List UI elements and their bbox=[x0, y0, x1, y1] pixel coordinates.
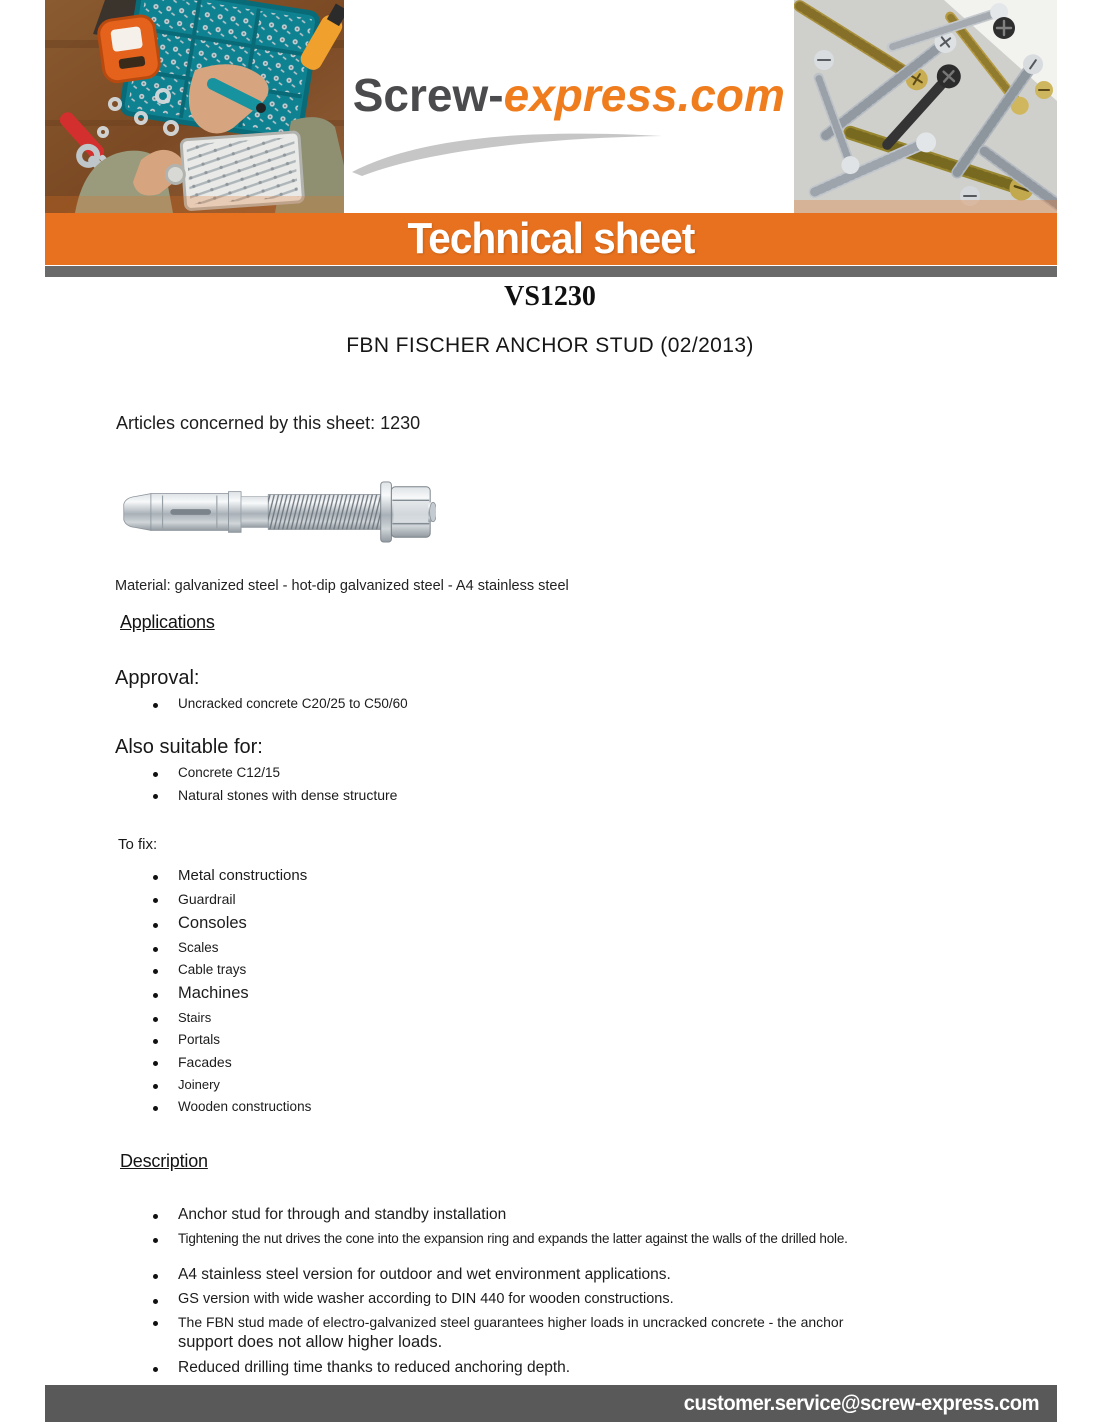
logo-prefix: Screw- bbox=[352, 69, 504, 121]
description-list bbox=[0, 1206, 1040, 1377]
list-item: Stairs bbox=[150, 1010, 1100, 1025]
list-item: A4 stainless steel version for outdoor and wet environment applications. bbox=[150, 1266, 1040, 1284]
list-item: Joinery bbox=[150, 1077, 1100, 1092]
list-item: Cable trays bbox=[150, 962, 1100, 977]
applications-heading: Applications bbox=[120, 612, 215, 632]
list-item: Anchor stud for through and standby installation bbox=[150, 1206, 1040, 1224]
material-line: Material: galvanized steel - hot-dip galvanized steel - A4 stainless steel bbox=[115, 578, 569, 594]
logo bbox=[344, 0, 794, 213]
content bbox=[0, 612, 1100, 1384]
list-item bbox=[150, 1314, 1040, 1352]
list-item: GS version with wide washer according to DIN 440 for wooden constructions. bbox=[150, 1291, 1040, 1307]
list-item: Facades bbox=[150, 1054, 1100, 1070]
description-heading: Description bbox=[120, 1151, 208, 1171]
screws-photo bbox=[794, 0, 1057, 213]
list-item: Tightening the nut drives the cone into the expansion ring and expands the latter against the walls of the drilled hole. bbox=[150, 1231, 1040, 1246]
workbench-photo bbox=[45, 0, 344, 213]
list-item: Consoles bbox=[150, 914, 1100, 933]
list-item: Metal constructions bbox=[150, 867, 1100, 884]
divider-bar bbox=[45, 266, 1057, 277]
list-item: Portals bbox=[150, 1032, 1100, 1047]
list-item: Wooden constructions bbox=[150, 1099, 1100, 1114]
to-fix-heading: To fix: bbox=[118, 836, 158, 853]
list-item: Uncracked concrete C20/25 to C50/60 bbox=[150, 696, 1100, 711]
anchor-stud-art bbox=[116, 470, 436, 554]
description-text: The FBN stud made of electro-galvanized steel guarantees higher loads in uncracked concrete - the anchor bbox=[178, 1314, 844, 1330]
also-suitable-list bbox=[0, 765, 1100, 803]
technical-sheet-banner bbox=[45, 213, 1057, 265]
screws-photo-art bbox=[794, 0, 1057, 213]
description-text-continued: support does not allow higher loads. bbox=[178, 1333, 443, 1351]
list-item: Scales bbox=[150, 940, 1100, 955]
to-fix-list bbox=[0, 867, 1100, 1114]
product-title: FBN FISCHER ANCHOR STUD (02/2013) bbox=[346, 334, 754, 357]
also-suitable-heading: Also suitable for: bbox=[115, 736, 263, 758]
banner-title: Technical sheet bbox=[407, 214, 695, 263]
logo-suffix: express.com bbox=[503, 69, 785, 121]
workbench-photo-art bbox=[45, 0, 344, 213]
list-item: Natural stones with dense structure bbox=[150, 787, 1100, 803]
contact-email[interactable]: customer.service@screw-express.com bbox=[683, 1391, 1039, 1415]
header bbox=[45, 0, 1057, 213]
footer-bar bbox=[45, 1385, 1057, 1422]
approval-list bbox=[0, 696, 1100, 711]
list-item: Machines bbox=[150, 984, 1100, 1003]
anchor-stud-image bbox=[116, 470, 436, 559]
approval-heading: Approval: bbox=[115, 667, 200, 689]
sheet-code: VS1230 bbox=[504, 281, 596, 312]
logo-wordmark bbox=[352, 69, 785, 121]
list-item: Reduced drilling time thanks to reduced anchoring depth. bbox=[150, 1359, 1040, 1377]
articles-line: Articles concerned by this sheet: 1230 bbox=[116, 413, 421, 433]
list-item: Guardrail bbox=[150, 891, 1100, 907]
logo-swoosh bbox=[344, 126, 674, 178]
list-item: Concrete C12/15 bbox=[150, 765, 1100, 780]
